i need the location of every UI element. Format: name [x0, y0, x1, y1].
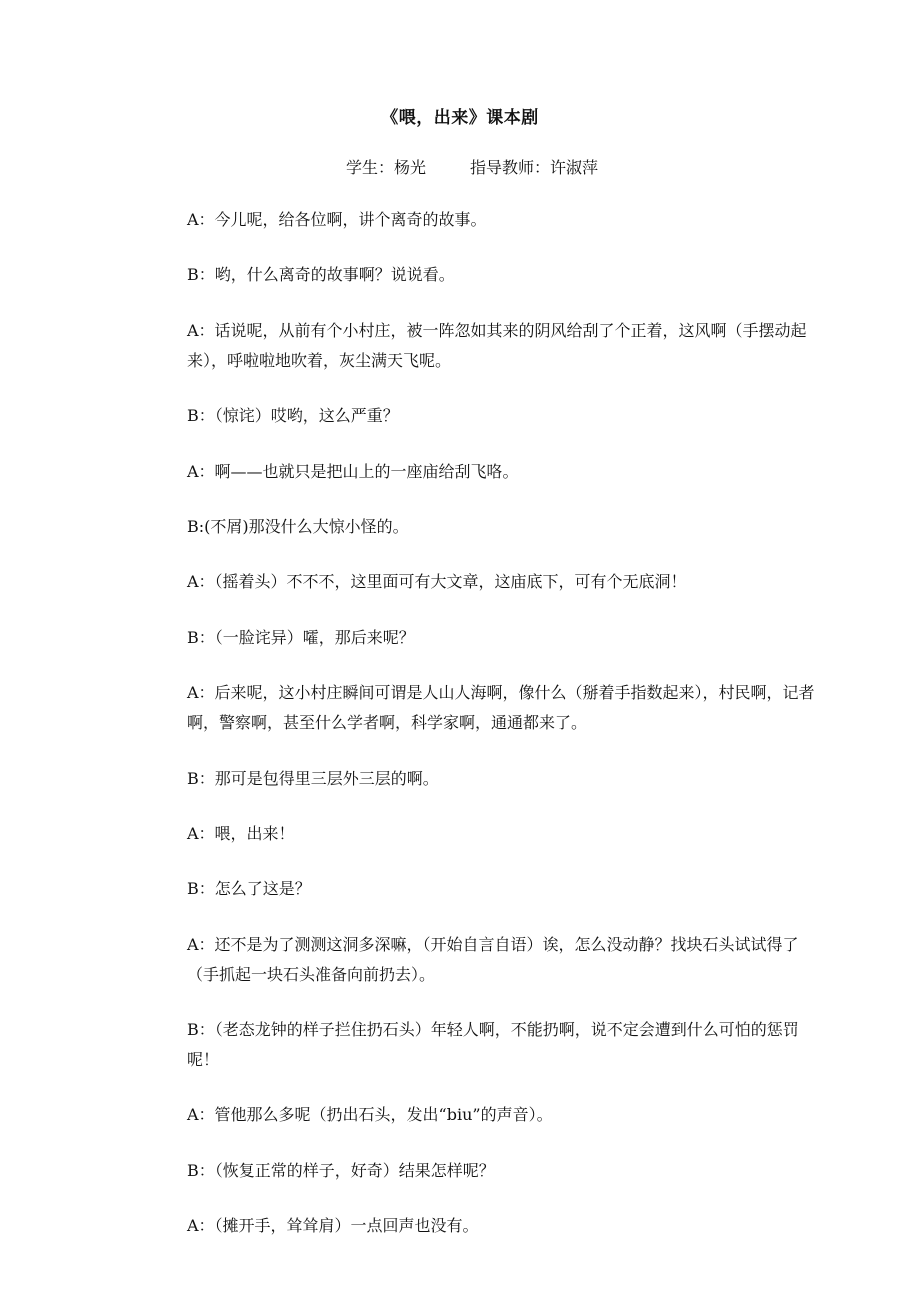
dialogue-line: A：喂，出来！ — [187, 823, 295, 843]
dialogue-line: B：（老态龙钟的样子拦住扔石头）年轻人啊，不能扔啊，说不定会遭到什么可怕的惩罚呢！ — [187, 1020, 799, 1070]
dialogue-line: A：（摇着头）不不不，这里面可有大文章，这庙底下，可有个无底洞！ — [187, 572, 687, 592]
dialogue-body — [187, 205, 817, 1267]
dialogue-line: B：（惊诧）哎哟，这么严重？ — [187, 406, 399, 426]
dialogue-line: B：（恢复正常的样子，好奇）结果怎样呢？ — [187, 1160, 495, 1180]
dialogue-line: A：今儿呢，给各位啊，讲个离奇的故事。 — [187, 210, 487, 229]
dialogue-line: A：（摊开手，耸耸肩）一点回声也没有。 — [187, 1216, 479, 1236]
dialogue-line: A：后来呢，这小村庄瞬间可谓是人山人海啊，像什么（掰着手指数起来），村民啊，记者啊，警察啊，甚至什么学者啊，科学家啊，通通都来了。 — [187, 683, 815, 733]
dialogue-line: B：哟，什么离奇的故事啊？说说看。 — [187, 265, 455, 285]
dialogue-line: A：管他那么多呢（扔出石头，发出“biu”的声音）。 — [187, 1105, 553, 1125]
document-title: 《喂，出来》课本剧 — [381, 108, 539, 128]
dialogue-line: B：怎么了这是？ — [187, 879, 311, 899]
dialogue-line: B：（一脸诧异）嚯，那后来呢？ — [187, 627, 415, 647]
dialogue-line: A：话说呢，从前有个小村庄，被一阵忽如其来的阴风给刮了个正着，这风啊（手摆动起来），呼啦啦地吹着，灰尘满天飞呢。 — [187, 320, 807, 370]
dialogue-line: A：还不是为了测测这洞多深嘛，（开始自言自语）诶，怎么没动静？找块石头试试得了（手抓起一块石头准备向前扔去）。 — [187, 934, 799, 984]
dialogue-line: B：那可是包得里三层外三层的啊。 — [187, 768, 439, 788]
teacher-credit: 指导教师：许淑萍 — [470, 158, 599, 177]
dialogue-line: B:(不屑)那没什么大惊小怪的。 — [187, 516, 409, 536]
byline — [346, 155, 598, 178]
dialogue-line: A：啊——也就只是把山上的一座庙给刮飞咯。 — [187, 461, 519, 481]
student-credit: 学生：杨光 — [346, 158, 427, 177]
